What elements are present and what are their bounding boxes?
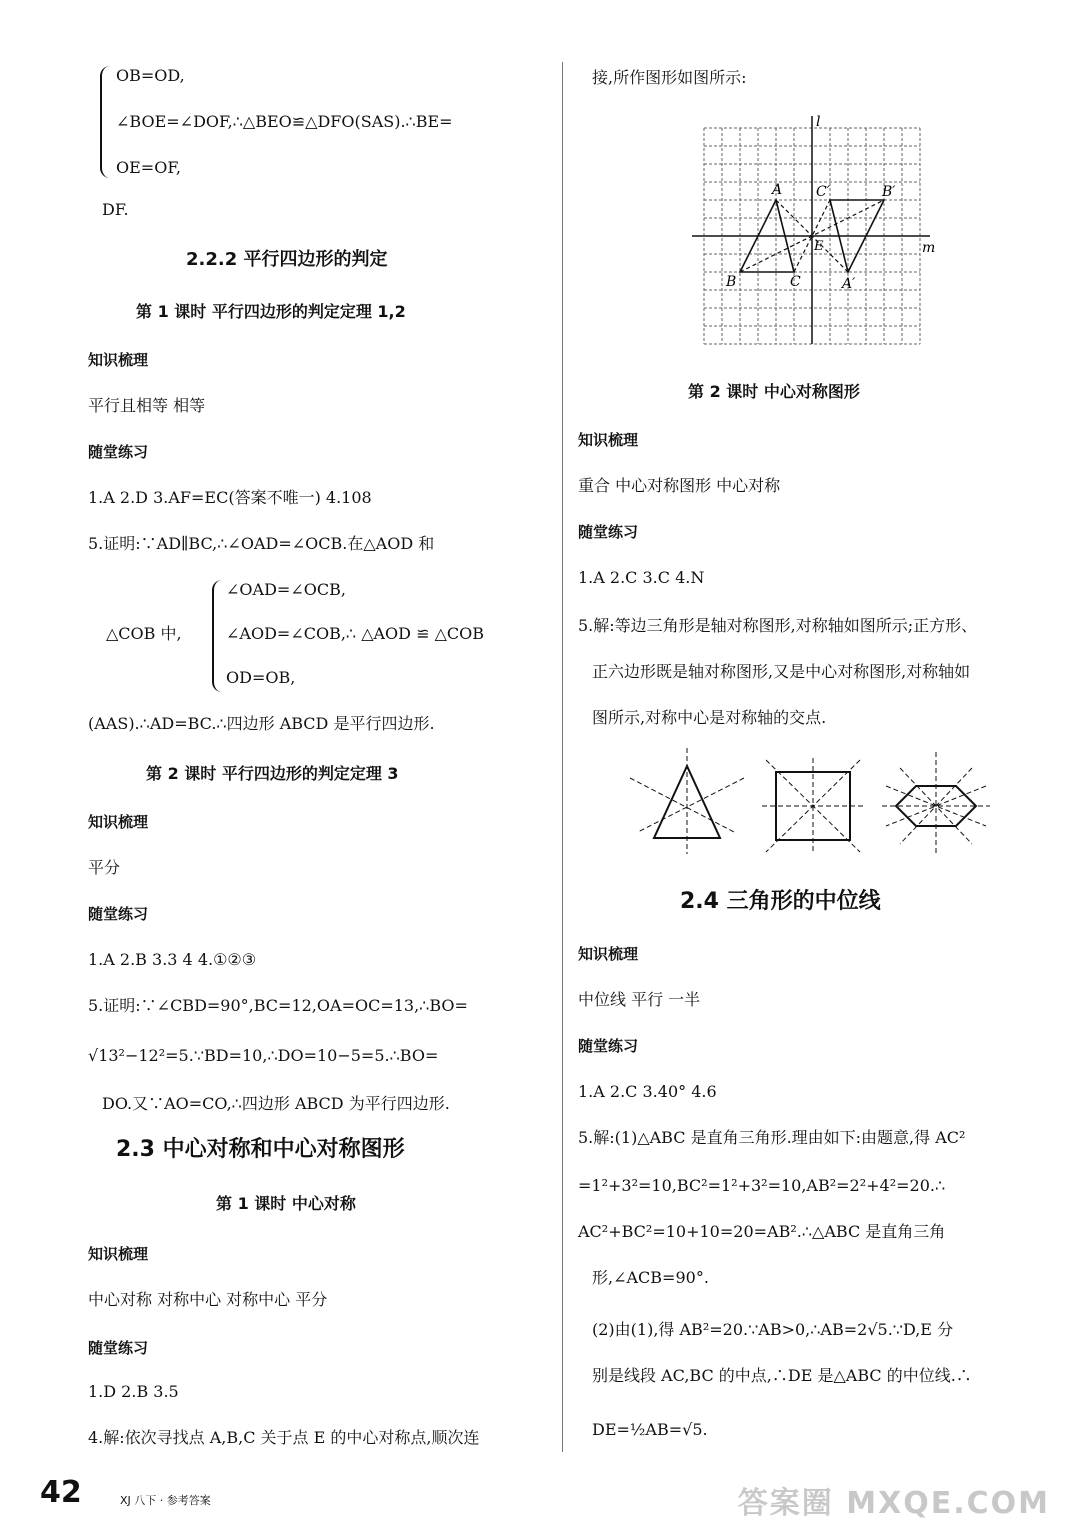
- answers: 1.A 2.C 3.40° 4.6: [578, 1082, 717, 1101]
- brace: [212, 580, 222, 692]
- proof-line: (AAS).∴AD=BC.∴四边形 ABCD 是平行四边形.: [88, 714, 435, 733]
- answers: 1.A 2.B 3.3 4 4.①②③: [88, 950, 257, 969]
- proof-line: √13²−12²=5.∵BD=10,∴DO=10−5=5.∴BO=: [88, 1046, 439, 1065]
- practice-label: 随堂练习: [88, 443, 149, 461]
- section-title: 2.3 中心对称和中心对称图形: [116, 1137, 405, 1162]
- square-figure: [762, 758, 864, 854]
- footer-label: XJ 八下 · 参考答案: [120, 1494, 211, 1507]
- knowledge-text: 平行且相等 相等: [88, 396, 206, 415]
- label-axis-m: m: [922, 240, 936, 256]
- grid-figure: [686, 108, 936, 348]
- practice-label: 随堂练习: [88, 905, 149, 923]
- proof-line: △COB 中,: [106, 624, 182, 643]
- section-title: 2.2.2 平行四边形的判定: [186, 249, 388, 270]
- answers: 1.A 2.D 3.AF=EC(答案不唯一) 4.108: [88, 488, 372, 507]
- brace: [100, 66, 110, 178]
- label-c: C: [790, 274, 801, 290]
- proof-line: DO.又∵AO=CO,∴四边形 ABCD 为平行四边形.: [102, 1094, 450, 1113]
- proof-line: DE=½AB=√5.: [592, 1420, 708, 1439]
- practice-label: 随堂练习: [578, 1037, 639, 1055]
- knowledge-label: 知识梳理: [578, 431, 639, 449]
- proof-line: 5.解:(1)△ABC 是直角三角形.理由如下:由题意,得 AC²: [578, 1128, 966, 1147]
- label-a: A: [772, 182, 783, 198]
- proof-line: 4.解:依次寻找点 A,B,C 关于点 E 的中心对称点,顺次连: [88, 1428, 480, 1447]
- proof-line: AC²+BC²=10+10=20=AB².∴△ABC 是直角三角: [578, 1222, 946, 1241]
- practice-label: 随堂练习: [578, 523, 639, 541]
- proof-line: ∠AOD=∠COB,∴ △AOD ≌ △COB: [226, 624, 484, 643]
- proof-line: 5.证明:∵AD∥BC,∴∠OAD=∠OCB.在△AOD 和: [88, 534, 435, 553]
- label-a-prime: A′: [842, 276, 856, 292]
- symmetry-figures: [630, 744, 1000, 860]
- page-number: 42: [40, 1475, 82, 1510]
- label-c-prime: C′: [816, 184, 830, 200]
- proof-line: 形,∠ACB=90°.: [592, 1268, 709, 1287]
- label-b-prime: B′: [882, 184, 896, 200]
- proof-line: ∠BOE=∠DOF,∴△BEO≌△DFO(SAS).∴BE=: [116, 112, 453, 131]
- section-title: 2.4 三角形的中位线: [680, 889, 881, 914]
- answers: 1.A 2.C 3.C 4.N: [578, 568, 705, 587]
- hexagon-figure: [882, 752, 990, 856]
- proof-line: OB=OD,: [116, 66, 185, 85]
- proof-line: 正六边形既是轴对称图形,又是中心对称图形,对称轴如: [592, 662, 971, 681]
- knowledge-text: 平分: [88, 858, 121, 877]
- watermark: 答案圈 MXQE.COM: [737, 1486, 1050, 1521]
- knowledge-text: 重合 中心对称图形 中心对称: [578, 476, 781, 495]
- column-divider: [562, 62, 563, 1452]
- proof-line: OE=OF,: [116, 158, 182, 177]
- proof-line: (2)由(1),得 AB²=20.∵AB>0,∴AB=2√5.∵D,E 分: [592, 1320, 954, 1339]
- triangle-figure: [630, 748, 744, 854]
- practice-label: 随堂练习: [88, 1339, 149, 1357]
- knowledge-label: 知识梳理: [88, 813, 149, 831]
- label-e: E: [814, 239, 824, 254]
- knowledge-text: 中心对称 对称中心 对称中心 平分: [88, 1290, 328, 1309]
- lesson-title: 第 1 课时 中心对称: [216, 1194, 356, 1213]
- proof-line: 5.解:等边三角形是轴对称图形,对称轴如图所示;正方形、: [578, 616, 978, 635]
- knowledge-text: 中位线 平行 一半: [578, 990, 701, 1009]
- lesson-title: 第 2 课时 平行四边形的判定定理 3: [146, 764, 399, 783]
- knowledge-label: 知识梳理: [88, 1245, 149, 1263]
- proof-line: 图所示,对称中心是对称轴的交点.: [592, 708, 827, 727]
- proof-line: DF.: [102, 200, 129, 219]
- lesson-title: 第 2 课时 中心对称图形: [688, 382, 860, 401]
- proof-line: ∠OAD=∠OCB,: [226, 580, 346, 599]
- label-b: B: [726, 274, 737, 290]
- proof-line: =1²+3²=10,BC²=1²+3²=10,AB²=2²+4²=20.∴: [578, 1176, 946, 1195]
- proof-line: 别是线段 AC,BC 的中点,∴DE 是△ABC 的中位线.∴: [592, 1366, 972, 1385]
- lesson-title: 第 1 课时 平行四边形的判定定理 1,2: [136, 302, 406, 321]
- proof-line: 5.证明:∵∠CBD=90°,BC=12,OA=OC=13,∴BO=: [88, 996, 468, 1015]
- answers: 1.D 2.B 3.5: [88, 1382, 179, 1401]
- knowledge-label: 知识梳理: [578, 945, 639, 963]
- knowledge-label: 知识梳理: [88, 351, 149, 369]
- proof-line: 接,所作图形如图所示:: [592, 68, 747, 87]
- proof-line: OD=OB,: [226, 668, 296, 687]
- label-axis-l: l: [816, 114, 821, 130]
